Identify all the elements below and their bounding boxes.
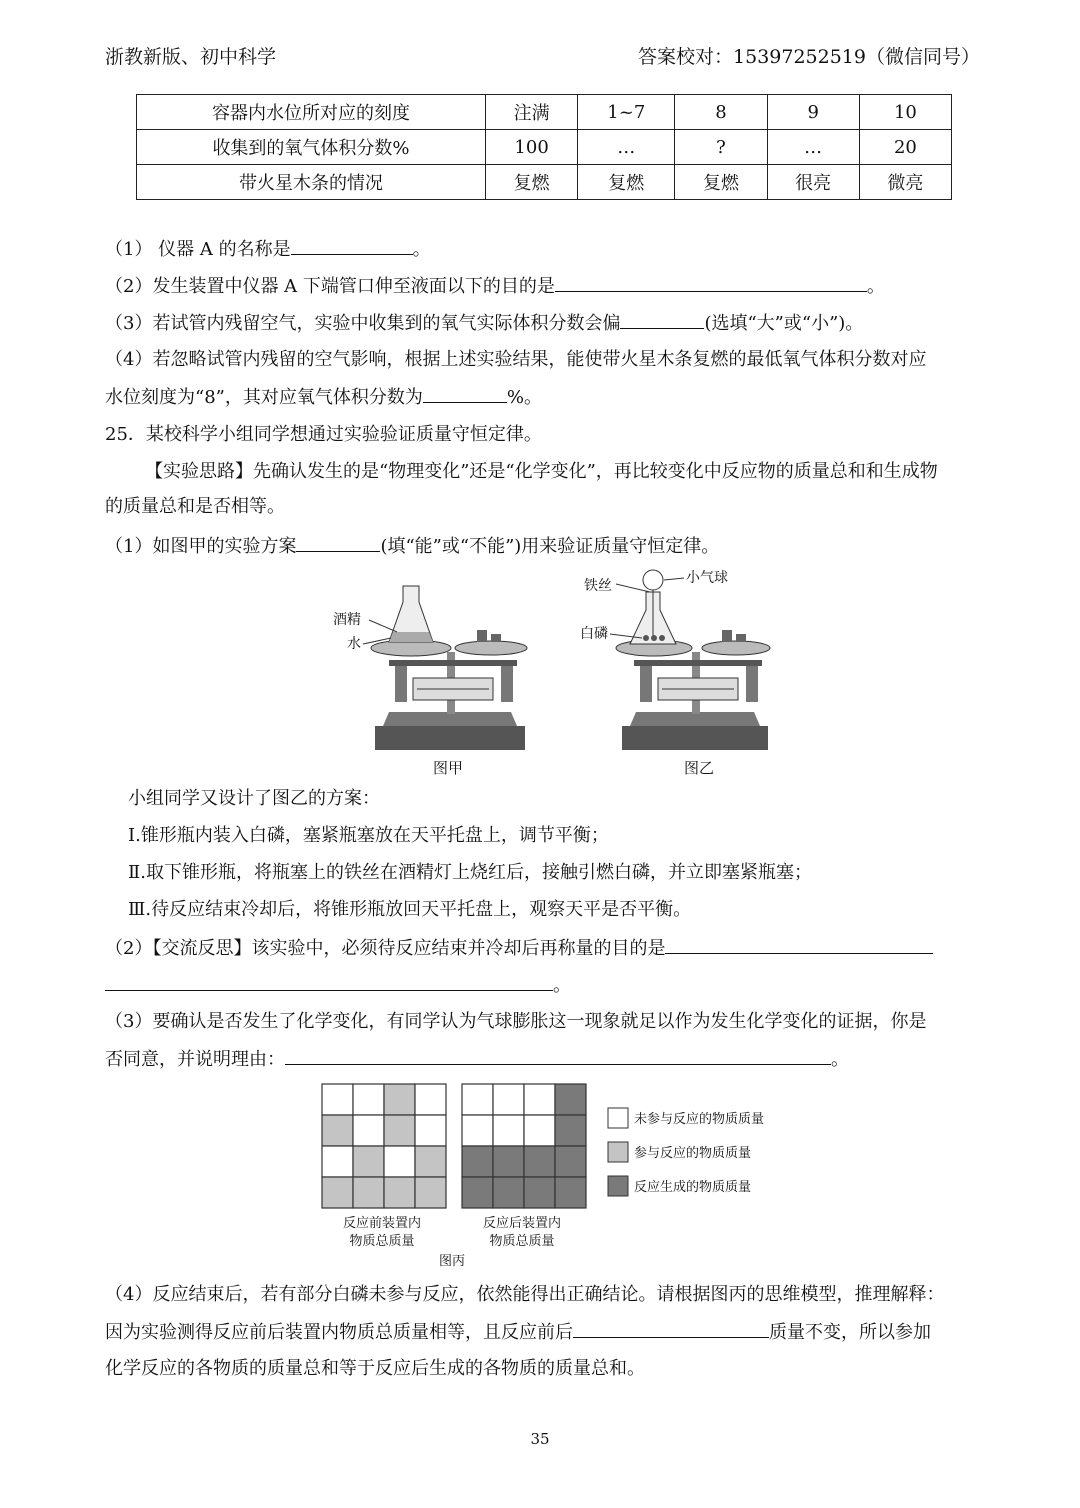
before-label-2: 物质总质量	[349, 1234, 415, 1249]
table-cell: 收集到的氧气体积分数%	[137, 130, 486, 165]
balance-base	[375, 726, 525, 750]
label-pointer	[664, 578, 684, 580]
grid-cell	[493, 1146, 524, 1177]
q25-idea-line2: 的质量总和是否相等。	[105, 496, 285, 517]
grid-cell	[353, 1177, 384, 1208]
answer-blank[interactable]	[573, 1319, 769, 1338]
table-cell: 带火星木条的情况	[137, 165, 486, 200]
grid-cell	[462, 1115, 493, 1146]
text: （2）【交流反思】该实验中，必须待反应结束并冷却后再称量的目的是	[105, 938, 666, 959]
table-row	[137, 165, 952, 200]
text: 因为实验测得反应前后装置内物质总质量相等，且反应前后	[105, 1322, 573, 1343]
after-label-1: 反应后装置内	[482, 1216, 562, 1231]
legend-label-reacted: 参与反应的物质质量	[634, 1146, 752, 1161]
label-alcohol: 酒精	[333, 612, 361, 628]
legend-swatch-unreacted	[608, 1108, 628, 1128]
table-cell: 8	[675, 95, 767, 130]
label-balloon: 小气球	[686, 570, 728, 586]
q25-part2-cont	[105, 972, 571, 999]
answer-blank[interactable]	[620, 310, 704, 329]
text: （1）如图甲的实验方案	[105, 536, 297, 557]
table-cell: 复燃	[675, 165, 767, 200]
page-number: 35	[530, 1430, 550, 1448]
grid-before-reaction	[322, 1084, 446, 1208]
balance-stand	[630, 712, 760, 726]
header-left: 浙教新版、初中科学	[105, 46, 277, 68]
q24-part2	[105, 273, 885, 300]
scheme-step2: Ⅱ.取下锥形瓶，将瓶塞上的铁丝在酒精灯上烧红后，接触引燃白磷，并立即塞紧瓶塞；	[128, 862, 812, 883]
weight-icon	[736, 634, 746, 642]
grid-cell	[462, 1146, 493, 1177]
table-cell: 20	[859, 130, 951, 165]
balance-stand	[383, 712, 517, 726]
q25-part3-line2	[105, 1046, 849, 1073]
figure-yi-balance	[580, 566, 775, 756]
q24-part3	[105, 310, 863, 337]
table-cell: 1~7	[578, 95, 675, 130]
legend-label-product: 反应生成的物质质量	[634, 1180, 752, 1195]
legend-swatch-product	[608, 1176, 628, 1196]
grid-cell	[493, 1115, 524, 1146]
label-water: 水	[347, 636, 361, 652]
grid-cell	[555, 1084, 586, 1115]
text: （2）发生装置中仪器 A 下端管口伸至液面以下的目的是	[105, 276, 555, 297]
table-cell: 微亮	[859, 165, 951, 200]
caption-bing: 图丙	[438, 1254, 466, 1269]
q25-part4-line2	[105, 1319, 931, 1346]
table-cell: 复燃	[578, 165, 675, 200]
text: 水位刻度为“8”，其对应氧气体积分数为	[105, 387, 423, 408]
answer-blank[interactable]	[665, 935, 933, 954]
grid-cell	[322, 1115, 353, 1146]
scheme-step1: Ⅰ.锥形瓶内装入白磷，塞紧瓶塞放在天平托盘上，调节平衡；	[128, 825, 609, 846]
grid-cell	[384, 1115, 415, 1146]
q25-part4-line1: （4）反应结束后，若有部分白磷未参与反应，依然能得出正确结论。请根据图丙的思维模型，推理解释：	[105, 1284, 945, 1305]
text: 。	[412, 239, 431, 260]
label-phosphorus: 白磷	[580, 626, 608, 642]
table-row	[137, 95, 952, 130]
text: %。	[506, 387, 542, 408]
balance-right-arm	[501, 666, 513, 702]
label-pointer	[369, 620, 397, 632]
balance-beam	[389, 660, 517, 666]
q24-part4-line1: （4）若忽略试管内残留的空气影响，根据上述实验结果，能使带火星木条复燃的最低氧气体积分数对应	[105, 349, 927, 370]
table-cell: 复燃	[486, 165, 578, 200]
grid-cell	[322, 1084, 353, 1115]
before-label-1: 反应前装置内	[342, 1216, 422, 1231]
grid-cell	[493, 1084, 524, 1115]
answer-blank[interactable]	[296, 533, 380, 552]
grid-cell	[555, 1146, 586, 1177]
weight-icon	[722, 630, 732, 642]
text: (选填“大”或“小”)。	[704, 313, 864, 334]
text: (填“能”或“不能”)用来验证质量守恒定律。	[380, 536, 720, 557]
table-cell: ?	[675, 130, 767, 165]
text: （3）若试管内残留空气，实验中收集到的氧气实际体积分数会偏	[105, 313, 621, 334]
balloon-icon	[643, 570, 663, 590]
grid-cell	[384, 1084, 415, 1115]
weight-icon	[491, 634, 501, 642]
right-pan	[455, 641, 527, 655]
grid-cell	[353, 1146, 384, 1177]
grid-cell	[524, 1115, 555, 1146]
grid-cell	[524, 1146, 555, 1177]
grid-cell	[415, 1115, 446, 1146]
phosphorus-icon	[659, 635, 665, 641]
grid-cell	[555, 1177, 586, 1208]
grid-cell	[322, 1146, 353, 1177]
label-wire: 铁丝	[584, 578, 612, 594]
q25-title: 25．某校科学小组同学想通过实验验证质量守恒定律。	[105, 424, 542, 445]
caption-jia: 图甲	[433, 759, 464, 777]
balance-left-arm	[640, 666, 652, 702]
grid-cell	[353, 1084, 384, 1115]
weight-icon	[477, 630, 487, 642]
grid-cell	[524, 1177, 555, 1208]
balance-left-arm	[395, 666, 407, 702]
answer-blank[interactable]	[105, 972, 553, 991]
q25-part4-line3: 化学反应的各物质的质量总和等于反应后生成的各物质的质量总和。	[105, 1358, 645, 1379]
scheme-intro: 小组同学又设计了图乙的方案：	[128, 788, 380, 809]
balance-base	[622, 726, 768, 750]
balance-right-arm	[746, 666, 758, 702]
answer-blank[interactable]	[285, 1046, 831, 1065]
grid-cell	[384, 1177, 415, 1208]
grid-cell	[415, 1146, 446, 1177]
text: 质量不变，所以参加	[769, 1322, 931, 1343]
table-cell: 10	[859, 95, 951, 130]
answer-blank[interactable]	[423, 384, 507, 403]
figure-jia-balance	[325, 580, 535, 756]
q25-part3-line1: （3）要确认是否发生了化学变化，有同学认为气球膨胀这一现象就足以作为发生化学变化的证据，你是	[105, 1011, 927, 1032]
answer-blank[interactable]	[291, 236, 413, 255]
grid-cell	[415, 1084, 446, 1115]
after-label-2: 物质总质量	[489, 1234, 555, 1249]
text: 否同意，并说明理由：	[105, 1049, 285, 1070]
grid-cell	[462, 1177, 493, 1208]
q25-part2	[105, 935, 933, 962]
legend-swatch-reacted	[608, 1142, 628, 1162]
table-cell: 注满	[486, 95, 578, 130]
q24-part1	[105, 236, 431, 263]
text: （1） 仪器 A 的名称是	[105, 239, 291, 260]
phosphorus-icon	[643, 635, 649, 641]
table-cell: 100	[486, 130, 578, 165]
balance-beam	[634, 660, 762, 666]
phosphorus-icon	[651, 635, 657, 641]
text: 。	[831, 1049, 849, 1070]
q25-idea-line1: 【实验思路】先确认发生的是“物理变化”还是“化学变化”，再比较变化中反应物的质量总和和生成物	[145, 461, 938, 482]
legend-label-unreacted: 未参与反应的物质质量	[634, 1112, 765, 1127]
answer-blank[interactable]	[555, 273, 867, 292]
q25-part1	[105, 533, 719, 560]
grid-after-reaction	[462, 1084, 586, 1208]
grid-cell	[353, 1115, 384, 1146]
grid-cell	[462, 1084, 493, 1115]
table-cell: 9	[767, 95, 859, 130]
grid-cell	[555, 1115, 586, 1146]
table-row	[137, 130, 952, 165]
table-cell: …	[767, 130, 859, 165]
grid-cell	[493, 1177, 524, 1208]
header-right: 答案校对：15397252519（微信同号）	[638, 46, 980, 68]
caption-yi: 图乙	[684, 759, 715, 777]
scheme-step3: Ⅲ.待反应结束冷却后，将锥形瓶放回天平托盘上，观察天平是否平衡。	[128, 899, 692, 920]
q24-part4-line2	[105, 384, 542, 411]
right-pan	[702, 641, 770, 655]
grid-cell	[322, 1177, 353, 1208]
table-cell: 容器内水位所对应的刻度	[137, 95, 486, 130]
grid-cell	[415, 1177, 446, 1208]
text: 。	[553, 975, 571, 996]
text: 。	[866, 276, 885, 297]
grid-cell	[524, 1084, 555, 1115]
table-cell: …	[578, 130, 675, 165]
liquid-icon	[389, 632, 433, 642]
grid-cell	[384, 1146, 415, 1177]
table-cell: 很亮	[767, 165, 859, 200]
figure-bing	[320, 1082, 780, 1272]
oxygen-data-table	[136, 94, 952, 200]
